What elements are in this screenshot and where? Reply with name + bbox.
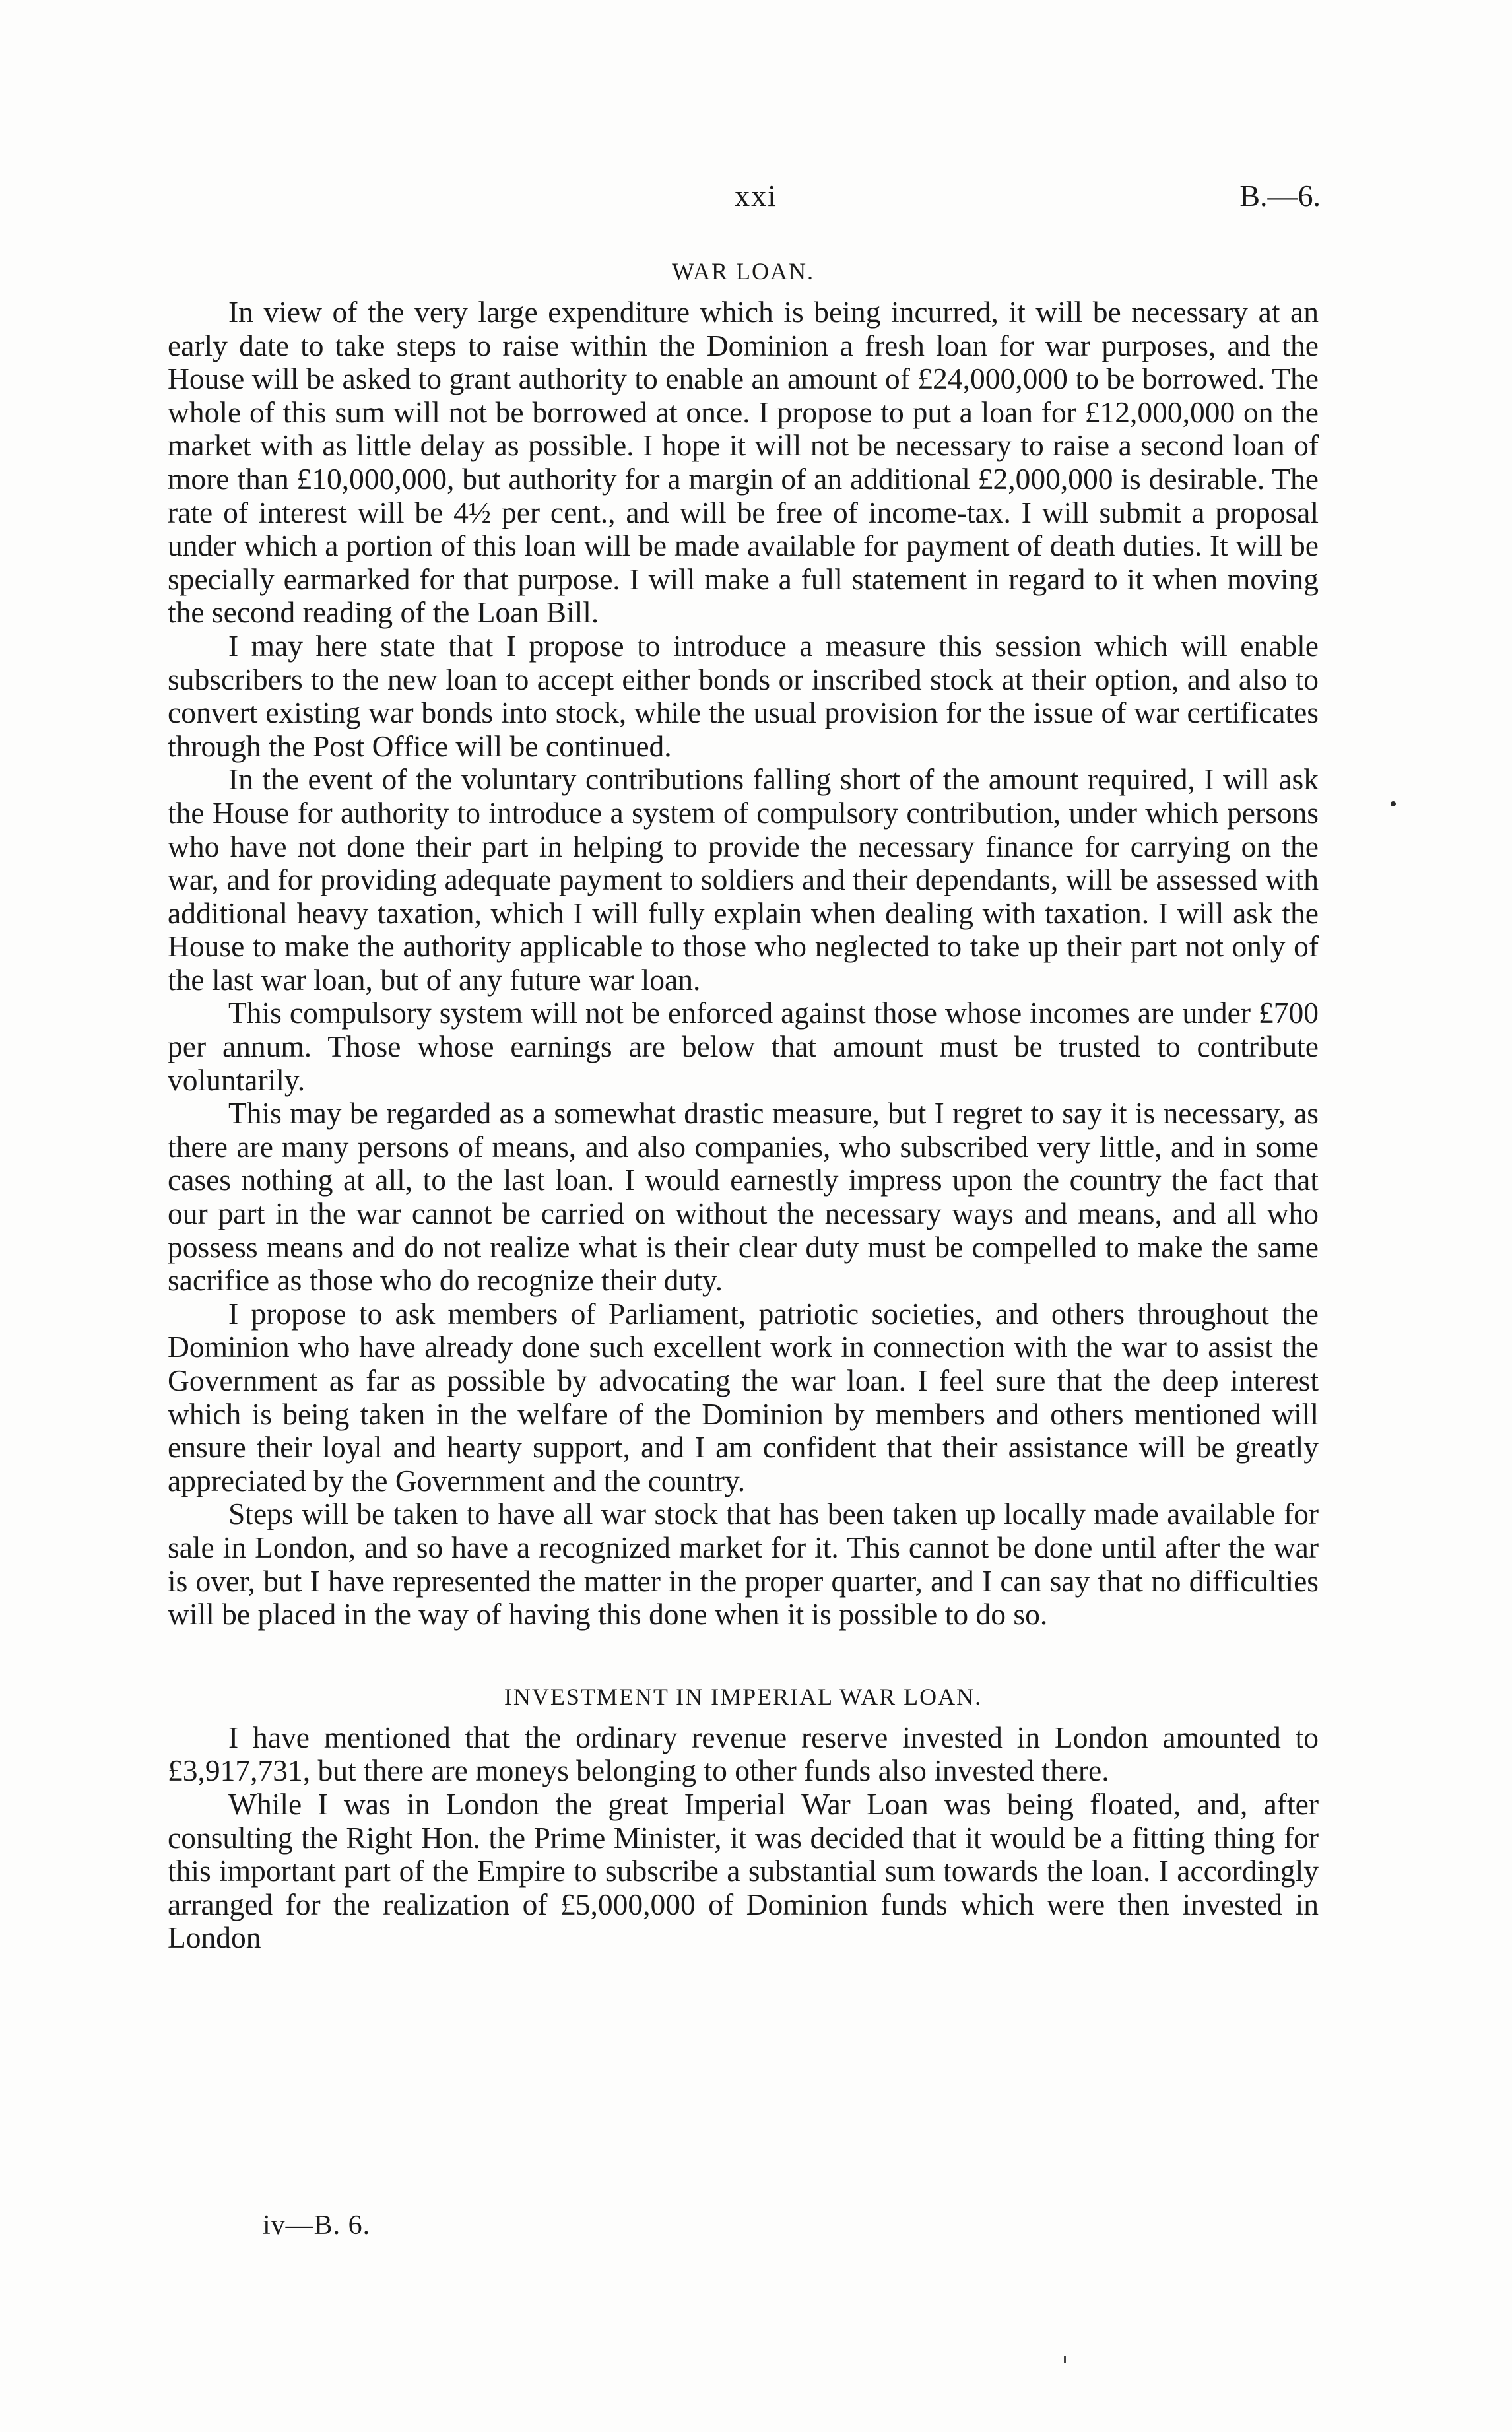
page-body xyxy=(168,256,1319,1955)
section-heading-imperial-war-loan: INVESTMENT IN IMPERIAL WAR LOAN. xyxy=(504,1683,983,1710)
paragraph: In view of the very large expenditure which is being incurred, it will be necessary at an early date to take steps to raise within the Dominion a fresh loan for war purposes, and the House will be asked to grant authority to enable an amount of £24,000,000 to be borrowed. The whole of this sum will not be borrowed at once. I propose to put a loan for £12,000,000 on the market with as little delay as possible. I hope it will not be necessary to raise a second loan of more than £10,000,000, but authority for a margin of an additional £2,000,000 is desirable. The rate of interest will be 4½ per cent., and will be free of income-tax. I will submit a proposal under which a portion of this loan will be made available for payment of death duties. It will be specially earmarked for that purpose. I will make a full statement in regard to it when moving the second reading of the Loan Bill. xyxy=(168,295,1319,630)
paragraph: In the event of the voluntary contributions falling short of the amount required, I will ask the House for authority to introduce a system of compulsory contribution, under which persons who have not done their part in helping to provide the necessary finance for carrying on the war, and for providing adequate payment to soldiers and their dependants, will be assessed with additional heavy taxation, which I will fully explain when dealing with taxation. I will ask the House to make the authority applicable to those who neglected to take up their part not only of the last war loan, but of any future war loan. xyxy=(168,762,1319,997)
paragraph: This compulsory system will not be enforced against those whose incomes are under £700 per annum. Those whose earnings are below that amount must be trusted to contribute voluntarily. xyxy=(168,996,1319,1097)
paragraph: This may be regarded as a somewhat drastic measure, but I regret to say it is necessary, as there are many persons of means, and also companies, who subscribed very little, and in some cases nothing at all, to the last loan. I would earnestly impress upon the country the fact that our part in the war cannot be carried on without the necessary ways and means, and all who possess means and do not realize what is their clear duty must be compelled to make the same sacrifice as those who do recognize their duty. xyxy=(168,1096,1319,1298)
imperial-war-loan-section xyxy=(168,1682,1319,1955)
paragraph: I propose to ask members of Parliament, patriotic societies, and others throughout the Dominion who have already done such excellent work in connection with the war to assist the Government as far as possible by advocating the war loan. I feel sure that the deep interest which is being taken in the welfare of the Dominion by members and others mentioned will ensure their loyal and hearty support, and I am confident that their assistance will be greatly appreciated by the Government and the country. xyxy=(168,1296,1319,1497)
paragraph: Steps will be taken to have all war stock that has been taken up locally made available for sale in London, and so have a recognized market for it. This cannot be done until after the war is over, but I have represented the matter in the proper quarter, and I can say that no difficulties will be placed in the way of having this done when it is possible to do so. xyxy=(168,1497,1319,1631)
paragraph: I have mentioned that the ordinary revenue reserve invested in London amounted to £3,917,731, but there are moneys belonging to other funds also invested there. xyxy=(168,1720,1319,1788)
printer-signature-mark: iv—B. 6. xyxy=(263,2210,371,2241)
war-loan-section xyxy=(168,256,1319,1631)
paragraph: While I was in London the great Imperial War Loan was being floated, and, after consulting the Right Hon. the Prime Minister, it was decided that it would be a fitting thing for this important part of the Empire to subscribe a substantial sum towards the loan. I accordingly arranged for the realization of £5,000,000 of Dominion funds which were then invested in London xyxy=(168,1787,1319,1955)
page-number: xxi xyxy=(735,179,777,213)
margin-ink-dot xyxy=(1391,801,1396,806)
section-heading-war-loan: WAR LOAN. xyxy=(672,258,814,284)
document-reference: B.—6. xyxy=(1239,179,1321,213)
section-spacer xyxy=(168,1631,1319,1682)
paper-speck xyxy=(1064,2356,1066,2363)
paragraph: I may here state that I propose to introduce a measure this session which will enable subscribers to the new loan to accept either bonds or inscribed stock at their option, and also to convert existing war bonds into stock, while the usual provision for the issue of war certificates through the Post Office will be continued. xyxy=(168,628,1319,763)
